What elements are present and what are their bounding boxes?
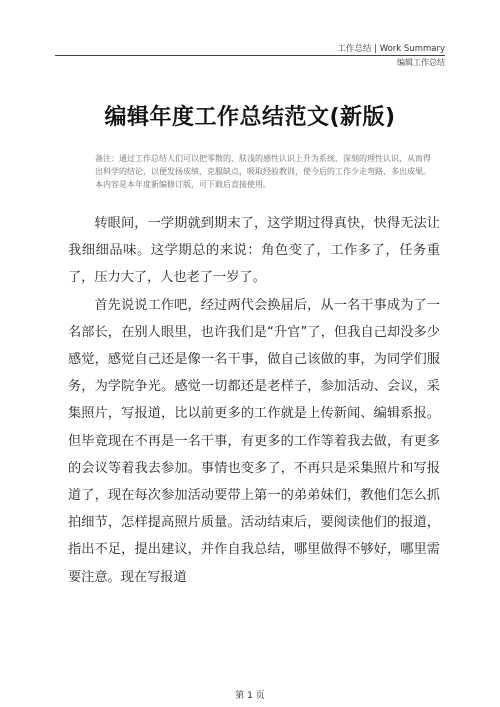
- page-header: [337, 42, 445, 56]
- document-body: [68, 210, 440, 591]
- header-divider: [55, 55, 445, 56]
- header-label: 工作总结 | Work Summary: [337, 44, 445, 54]
- body-paragraph: 转眼间，一学期就到期末了，这学期过得真快，快得无法让我细细品味。这学期总的来说：角色变了，工作多了，任务重了，压力大了，人也老了一岁了。: [68, 216, 440, 286]
- document-note: 备注：通过工作总结人们可以把零散的、肤浅的感性认识上升为系统、深刻的理性认识，从而得出科学的结论，以便发扬成绩，克服缺点，吸取经验教训，使今后的工作少走弯路，多出成果。本内容是本年度新编修订版，可下载后直接使用。: [95, 154, 431, 189]
- body-paragraph: 首先说说工作吧，经过两代会换届后，从一名干事成为了一名部长，在别人眼里，也许我们是“升官”了，但我自己却没多少感觉，感觉自己还是像一名干事，做自己该做的事，为同学们服务，为学院争光。感觉一切都还是老样子，参加活动、会议，采集照片，写报道，比以前更多的工作就是上传新闻、编辑系报。但毕竟现在不再是一名干事，有更多的工作等着我去做，有更多的会议等着我去参加。事情也变多了，不再只是采集照片和写报道了，现在每次参加活动要带上第一的弟弟妹们，教他们怎么抓拍细节，怎样提高照片质量。活动结束后，要阅读他们的报道，指出不足，提出建议，并作自我总结，哪里做得不够好，哪里需要注意。现在写报道: [68, 297, 440, 585]
- document-title: 编辑年度工作总结范文(新版): [104, 105, 396, 130]
- page-number: 第 1 页: [235, 691, 265, 701]
- header-sub-label: 编辑工作总结: [397, 58, 445, 67]
